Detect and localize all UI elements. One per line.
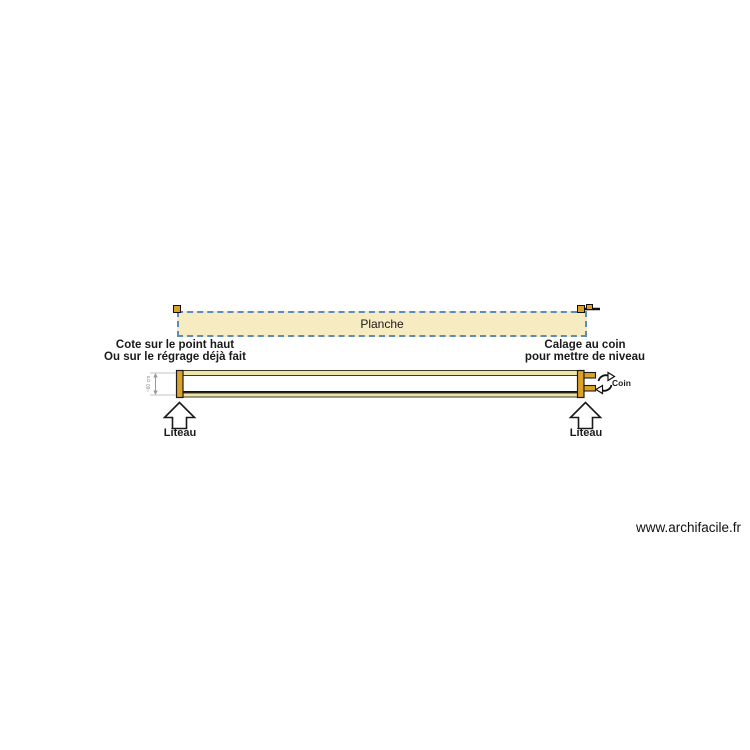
note-cote-point-haut <box>104 339 246 363</box>
coin-wedges[interactable] <box>584 373 596 392</box>
note-left-line1: Cote sur le point haut <box>115 339 235 351</box>
liteau-bar[interactable] <box>176 371 584 398</box>
planche-label: Planche <box>360 317 404 331</box>
liteau-label-left: Liteau <box>163 427 197 439</box>
note-right-line2: pour mettre de niveau <box>524 351 646 363</box>
note-right-line1: Calage au coin <box>544 339 626 351</box>
note-left-line2: Ou sur le régrage déjà fait <box>104 351 246 363</box>
coin-label: Coin <box>612 378 631 388</box>
up-arrow-left-icon[interactable] <box>165 403 195 429</box>
watermark-archifacile: www.archifacile.fr <box>636 520 742 535</box>
dimension-label: ~60 cm <box>146 375 152 393</box>
liteau-label-right: Liteau <box>569 427 603 439</box>
liteau-left-end-cap[interactable] <box>177 371 184 398</box>
rotation-handle-icon[interactable] <box>584 305 600 310</box>
note-calage-au-coin <box>525 339 645 363</box>
up-arrow-right-icon[interactable] <box>571 403 601 429</box>
liteau-right-end-cap[interactable] <box>578 371 585 398</box>
